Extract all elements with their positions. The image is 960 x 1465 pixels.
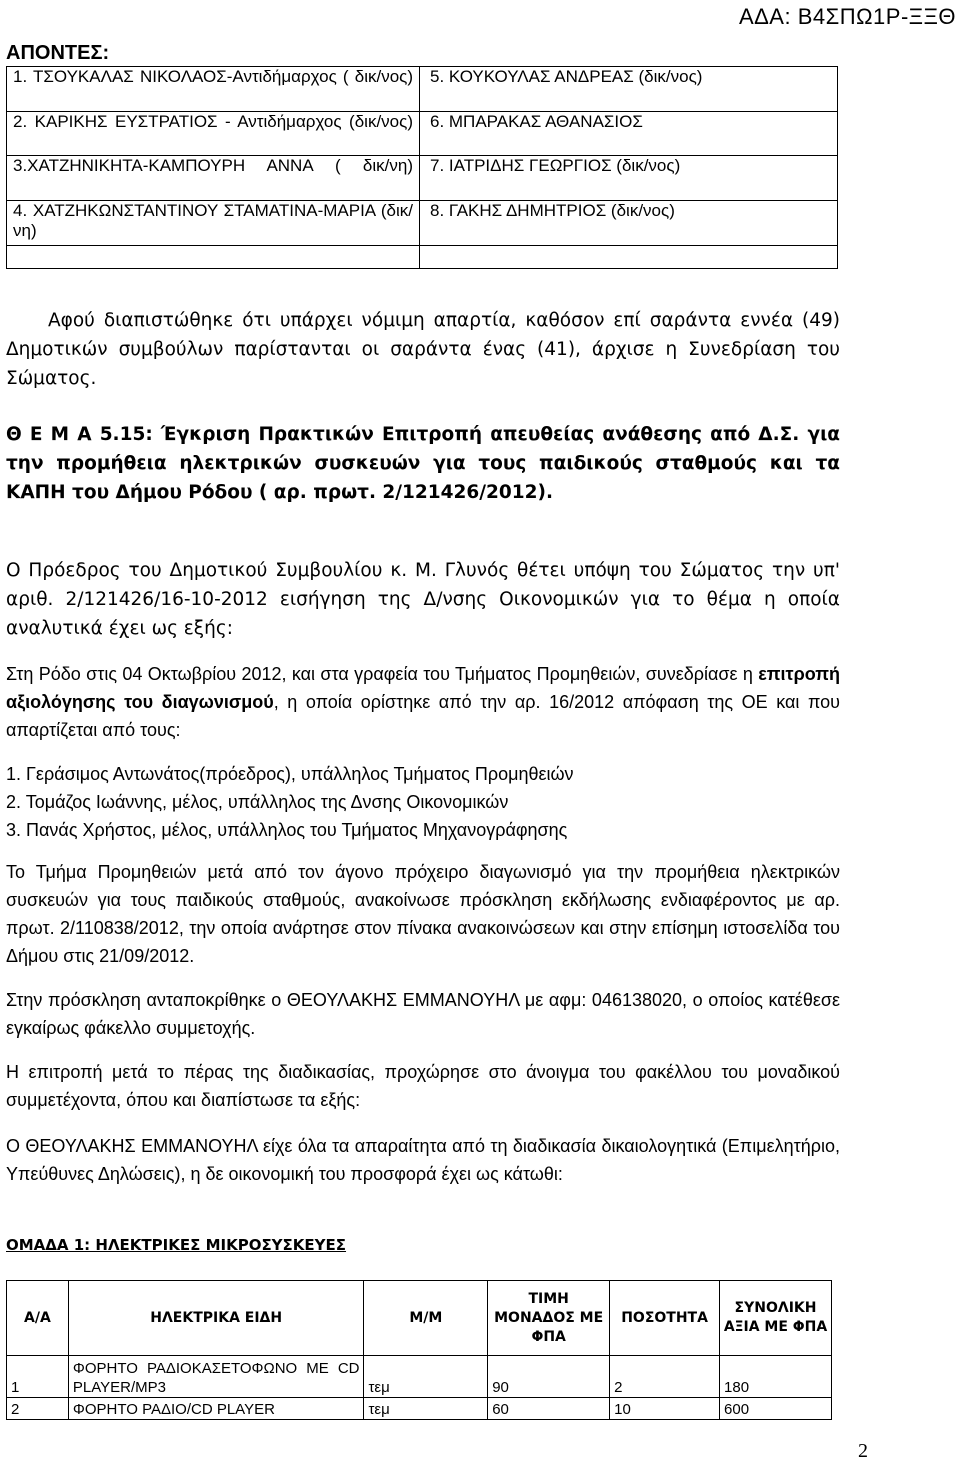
absent-members-table [6,66,838,269]
president-paragraph: Ο Πρόεδρος του Δημοτικού Συμβουλίου κ. Μ. Γλυνός θέτει υπόψη του Σώματος την υπ' αριθ. 2/121426/16-10-2012 εισήγηση της Δ/νσης Οικονομικών για το θέμα η οποία αναλυτικά έχει ως εξής: [6,560,840,639]
table-cell: 600 [720,1398,832,1420]
items-table [6,1280,832,1420]
column-header: ΣΥΝΟΛΙΚΗ ΑΞΙΑ ΜΕ ΦΠΑ [720,1281,832,1356]
table-cell: 2 [7,1398,69,1420]
table-cell: 60 [488,1398,610,1420]
absent-member: 6. ΜΠΑΡΑΚΑΣ ΑΘΑΝΑΣΙΟΣ [420,112,838,156]
absent-member: 5. ΚΟΥΚΟΥΛΑΣ ΑΝΔΡΕΑΣ (δικ/νος) [420,67,838,112]
table-cell: τεμ [364,1356,488,1398]
committee-text: , η οποία ορίστηκε από την αρ. 16/2012 απόφαση της ΟΕ και που απαρτίζεται από τους: [6,692,840,740]
absent-member: 4. ΧΑΤΖΗΚΩΝΣΤΑΝΤΙΝΟΥ ΣΤΑΜΑΤΙΝΑ-ΜΑΡΙΑ (δικ/νη) [7,201,420,246]
column-header: ΗΛΕΚΤΡΙΚΑ ΕΙΔΗ [68,1281,364,1356]
committee-result-paragraph: Η επιτροπή μετά το πέρας της διαδικασίας, προχώρησε στο άνοιγμα του φακέλλου του μοναδικού συμμετέχοντα, όπου και διαπίστωσε τα εξής: [6,1062,840,1110]
table-cell: ΦΟΡΗΤΟ ΡΑΔΙΟΚΑΣΕΤΟΦΩΝΟ ΜΕ CD PLAYER/MP3 [68,1356,364,1398]
column-header: Μ/Μ [364,1281,488,1356]
table-header-row [7,1281,832,1356]
list-item: 1. Γεράσιμος Αντωνάτος(πρόεδρος), υπάλληλος Τμήματος Προμηθειών [6,764,574,784]
committee-members-list [6,760,840,844]
absent-member: 7. ΙΑΤΡΙΔΗΣ ΓΕΩΡΓΙΟΣ (δικ/νος) [420,156,838,201]
table-cell: τεμ [364,1398,488,1420]
table-cell: 2 [610,1356,720,1398]
offer-paragraph: Στην πρόσκληση ανταποκρίθηκε ο ΘΕΟΥΛΑΚΗΣ ΕΜΜΑΝΟΥΗΛ με αφμ: 046138020, ο οποίος κατέθεσε εγκαίρως φάκελλο συμμετοχής. [6,990,840,1038]
department-paragraph: Το Τμήμα Προμηθειών μετά από τον άγονο πρόχειρο διαγωνισμό για την προμήθεια ηλεκτρικών συσκευών για τους παιδικούς σταθμούς, ανακοίνωσε πρόσκληση εκδήλωσης ενδιαφέροντος με αρ. πρωτ. 2/110838/2012, την οποία ανάρτησε στον πίνακα ανακοινώσεων και στην επίσημη ιστοσελίδα του Δήμου στις 21/09/2012. [6,862,840,966]
topic-heading: Θ Ε Μ Α 5.15: Έγκριση Πρακτικών Επιτροπή απευθείας ανάθεσης από Δ.Σ. για την προμήθεια ηλεκτρικών συσκευών για τους παιδικούς σταθμούς και τα ΚΑΠΗ του Δήμου Ρόδου ( αρ. πρωτ. 2/121426/2012). [6,424,840,503]
table-cell: ΦΟΡΗΤΟ ΡΑΔΙΟ/CD PLAYER [68,1398,364,1420]
list-item: 3. Πανάς Χρήστος, μέλος, υπάλληλος του Τμήματος Μηχανογράφησης [6,820,568,840]
empty-cell [7,246,420,269]
absent-member: 8. ΓΑΚΗΣ ΔΗΜΗΤΡΙΟΣ (δικ/νος) [420,201,838,246]
ada-code: ΑΔΑ: Β4ΣΠΩ1Ρ-ΞΞΘ [738,4,956,29]
table-cell: 180 [720,1356,832,1398]
column-header: Α/Α [7,1281,69,1356]
committee-paragraph [6,660,840,744]
documents-paragraph: Ο ΘΕΟΥΛΑΚΗΣ ΕΜΜΑΝΟΥΗΛ είχε όλα τα απαραίτητα από τη διαδικασία δικαιολογητικά (Επιμελητήριο, Υπεύθυνες Δηλώσεις), η δε οικονομική του προσφορά έχει ως κάτωθι: [6,1136,840,1184]
table-cell: 1 [7,1356,69,1398]
table-row [7,1398,832,1420]
committee-text: Στη Ρόδο στις 04 Οκτωβρίου 2012, και στα γραφεία του Τμήματος Προμηθειών, συνεδρίασε η [6,664,759,684]
column-header: ΤΙΜΗ ΜΟΝΑΔΟΣ ΜΕ ΦΠΑ [488,1281,610,1356]
empty-cell [420,246,838,269]
absent-member: 3.ΧΑΤΖΗΝΙΚΗΤΑ-ΚΑΜΠΟΥΡΗ ΑΝΝΑ ( δικ/νη) [7,156,420,201]
table-row [7,1356,832,1398]
column-header: ΠΟΣΟΤΗΤΑ [610,1281,720,1356]
page-number: 2 [858,1440,868,1462]
absent-member: 2. ΚΑΡΙΚΗΣ ΕΥΣΤΡΑΤΙΟΣ - Αντιδήμαρχος (δικ/νος) [7,112,420,156]
group-title: ΟΜΑΔΑ 1: ΗΛΕΚΤΡΙΚΕΣ ΜΙΚΡΟΣΥΣΚΕΥΕΣ [6,1236,347,1254]
list-item: 2. Τομάζος Ιωάννης, μέλος, υπάλληλος της Δνσης Οικονομικών [6,792,509,812]
committee-bold-text: επιτροπή αξιολόγησης του διαγωνισμού [6,664,840,712]
quorum-paragraph: Αφού διαπιστώθηκε ότι υπάρχει νόμιμη απαρτία, καθόσον επί σαράντα εννέα (49) Δημοτικών συμβούλων παρίστανται οι σαράντα ένας (41), άρχισε η Συνεδρίαση του Σώματος. [6,310,840,389]
absent-member: 1. ΤΣΟΥΚΑΛΑΣ ΝΙΚΟΛΑΟΣ-Αντιδήμαρχος ( δικ/νος) [7,67,420,112]
table-cell: 10 [610,1398,720,1420]
absent-title: ΑΠΟΝΤΕΣ: [6,42,110,64]
table-cell: 90 [488,1356,610,1398]
